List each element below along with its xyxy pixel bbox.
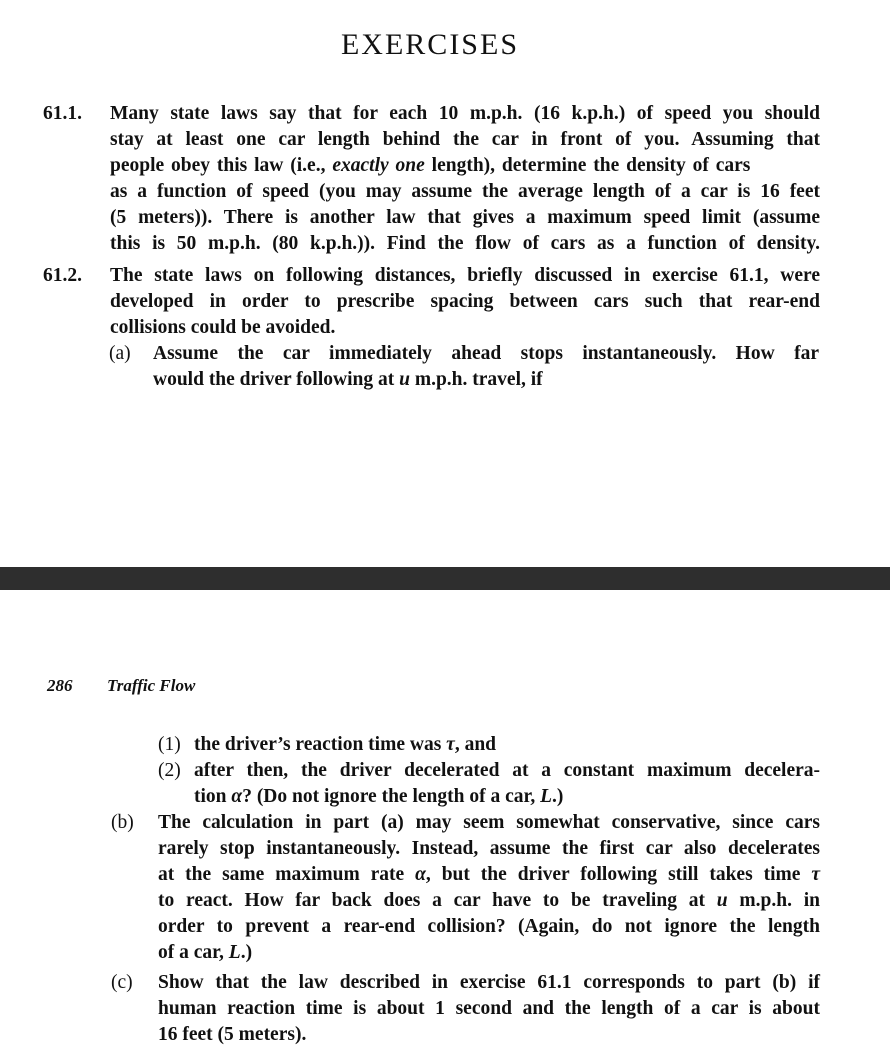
bottom-page bbox=[0, 590, 890, 1056]
running-head bbox=[47, 676, 195, 696]
text-line: Show that the law described in exercise 61.1 corresponds to part (b) if bbox=[158, 972, 820, 993]
text-line: 16 feet (5 meters). bbox=[158, 1024, 307, 1045]
italic-symbol: u bbox=[716, 890, 728, 911]
italic-symbol: u bbox=[399, 369, 410, 390]
text-run: people obey this law (i.e., bbox=[110, 155, 333, 176]
running-title: Traffic Flow bbox=[107, 676, 196, 695]
text-line: stay at least one car length behind the car in front of you. Assuming that bbox=[110, 129, 820, 150]
text-line: The state laws on following distances, briefly discussed in exercise 61.1, were bbox=[110, 265, 820, 286]
part-label: (b) bbox=[111, 812, 134, 833]
italic-symbol: α bbox=[231, 786, 243, 807]
text-run: would the driver following at bbox=[153, 369, 400, 390]
text-run: , and bbox=[454, 734, 497, 755]
italic-text: exactly one bbox=[332, 155, 425, 176]
text-line bbox=[158, 940, 820, 966]
text-run: the driver’s reaction time was bbox=[194, 734, 447, 755]
text-run: at the same maximum rate bbox=[158, 864, 416, 885]
text-line: after then, the driver decelerated at a constant maximum decelera- bbox=[194, 760, 820, 781]
exercises-heading: EXERCISES bbox=[340, 28, 520, 61]
text-line: Assume the car immediately ahead stops instantaneously. How far bbox=[153, 343, 819, 364]
text-line: Many state laws say that for each 10 m.p.h. (16 k.p.h.) of speed you should bbox=[110, 103, 820, 124]
text-line: developed in order to prescribe spacing between cars such that rear-end bbox=[110, 291, 820, 312]
text-line bbox=[153, 367, 819, 393]
text-line: human reaction time is about 1 second and the length of a car is about bbox=[158, 998, 820, 1019]
text-line bbox=[158, 862, 820, 888]
text-run: m.p.h. travel, if bbox=[409, 369, 543, 390]
text-line: as a function of speed (you may assume the average length of a car is 16 feet bbox=[110, 181, 820, 202]
italic-symbol: τ bbox=[446, 734, 455, 755]
exercise-number: 61.1. bbox=[43, 103, 82, 124]
text-line: rarely stop instantaneously. Instead, assume the first car also decelerates bbox=[158, 838, 820, 859]
part-body bbox=[158, 810, 820, 966]
text-run: .) bbox=[552, 786, 564, 807]
italic-symbol: L bbox=[228, 942, 241, 963]
part-label: (c) bbox=[111, 972, 133, 993]
text-line: this is 50 m.p.h. (80 k.p.h.)). Find the flow of cars as a function of density. bbox=[110, 233, 820, 254]
exercise-number: 61.2. bbox=[43, 265, 82, 286]
text-line bbox=[194, 732, 820, 758]
text-run: tion bbox=[194, 786, 232, 807]
text-line: collisions could be avoided. bbox=[110, 317, 336, 338]
italic-symbol: L bbox=[540, 786, 553, 807]
text-line bbox=[194, 784, 820, 810]
text-run: of a car, bbox=[158, 942, 229, 963]
text-run: , but the driver following still takes time bbox=[425, 864, 812, 885]
text-run: to react. How far back does a car have to be traveling at bbox=[158, 890, 717, 911]
text-run: .) bbox=[240, 942, 253, 963]
text-run: ? (Do not ignore the length of a car, bbox=[242, 786, 541, 807]
text-line: order to prevent a rear-end collision? (Again, do not ignore the length bbox=[158, 916, 820, 937]
item-body bbox=[194, 732, 820, 758]
text-run: length), determine the density of cars bbox=[424, 155, 751, 176]
item-body bbox=[194, 758, 820, 810]
page-divider bbox=[0, 567, 890, 590]
exercise-body bbox=[110, 101, 820, 257]
page-number: 286 bbox=[47, 676, 73, 695]
text-line: (5 meters)). There is another law that gives a maximum speed limit (assume bbox=[110, 207, 820, 228]
text-line bbox=[110, 153, 820, 179]
text-line: The calculation in part (a) may seem somewhat conservative, since cars bbox=[158, 812, 820, 833]
part-label: (a) bbox=[109, 343, 131, 364]
italic-symbol: τ bbox=[811, 864, 820, 885]
part-body bbox=[158, 970, 820, 1048]
exercise-body bbox=[110, 263, 820, 341]
text-run: m.p.h. in bbox=[727, 890, 820, 911]
item-label: (2) bbox=[158, 760, 181, 781]
part-body bbox=[153, 341, 819, 393]
text-line bbox=[158, 888, 820, 914]
item-label: (1) bbox=[158, 734, 181, 755]
italic-symbol: α bbox=[415, 864, 426, 885]
